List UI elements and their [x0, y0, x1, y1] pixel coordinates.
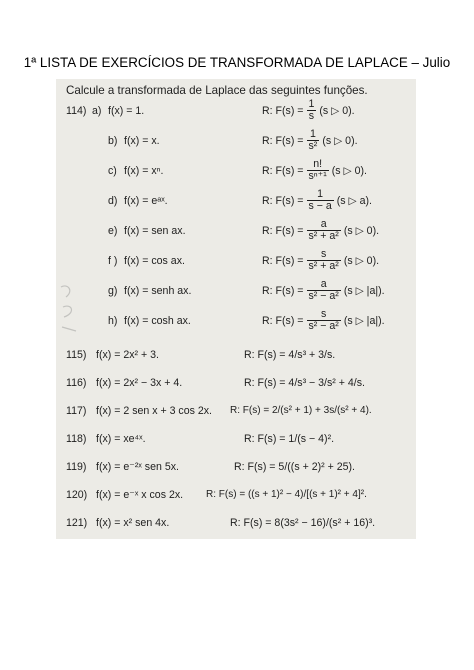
numerator: a [320, 278, 327, 290]
denominator: s² + a² [308, 230, 339, 243]
answer-lead: R: F(s) = [262, 254, 304, 267]
answer-lead: R: F(s) = [262, 314, 304, 327]
numerator: 1 [309, 128, 316, 140]
exercise-number: 118) [66, 433, 87, 445]
denominator: s [308, 110, 315, 123]
function-expression: f(x) = xⁿ. [124, 165, 164, 177]
answer [262, 99, 355, 122]
item-letter: g) [108, 285, 118, 297]
denominator: s − a [308, 200, 332, 213]
exercise-number: 114) [66, 105, 87, 117]
function-expression: f(x) = 2x² + 3. [96, 349, 159, 361]
answer [262, 189, 372, 212]
answer [262, 249, 379, 272]
item-letter: h) [108, 315, 118, 327]
denominator: s² − a² [308, 320, 339, 333]
answer [262, 129, 358, 152]
answer-lead: R: F(s) = [262, 224, 304, 237]
condition: (s ▷ 0). [343, 224, 380, 237]
condition: (s ▷ 0). [331, 164, 368, 177]
answer: R: F(s) = 4/s³ + 3/s. [244, 349, 336, 361]
function-expression: f(x) = cos ax. [124, 255, 185, 267]
answer-lead: R: F(s) = [262, 194, 304, 207]
item-letter: d) [108, 195, 118, 207]
condition: (s ▷ |a|). [343, 284, 385, 297]
answer-lead: R: F(s) = [262, 164, 304, 177]
numerator: s [321, 248, 327, 260]
numerator: 1 [308, 98, 315, 110]
answer: R: F(s) = 2/(s² + 1) + 3s/(s² + 4). [230, 405, 372, 416]
answer [262, 279, 385, 302]
function-expression: f(x) = cosh ax. [124, 315, 191, 327]
exercise-number: 115) [66, 349, 87, 361]
function-expression: f(x) = x² sen 4x. [96, 517, 170, 529]
answer: R: F(s) = ((s + 1)² − 4)/[(s + 1)² + 4]². [206, 489, 367, 500]
function-expression: f(x) = 2 sen x + 3 cos 2x. [96, 405, 212, 417]
answer [262, 309, 385, 332]
function-expression: f(x) = eᵃˣ. [124, 195, 168, 207]
numerator: n! [313, 158, 323, 170]
numerator: s [321, 308, 327, 320]
item-letter: c) [108, 165, 117, 177]
denominator: sⁿ⁺¹ [308, 170, 327, 183]
answer: R: F(s) = 8(3s² − 16)/(s² + 16)³. [230, 517, 376, 529]
answer [262, 159, 367, 182]
item-letter: f ) [108, 255, 118, 267]
numerator: 1 [317, 188, 324, 200]
function-expression: f(x) = 2x² − 3x + 4. [96, 377, 183, 389]
numerator: a [320, 218, 327, 230]
answer: R: F(s) = 1/(s − 4)². [244, 433, 335, 445]
denominator: s² + a² [308, 260, 339, 273]
function-expression: f(x) = x. [124, 135, 160, 147]
answer [262, 219, 379, 242]
condition: (s ▷ 0). [343, 254, 380, 267]
answer-lead: R: F(s) = [262, 134, 304, 147]
condition: (s ▷ a). [336, 194, 372, 207]
function-expression: f(x) = xe⁴ˣ. [96, 433, 146, 445]
condition: (s ▷ 0). [322, 134, 358, 147]
answer: R: F(s) = 4/s³ − 3/s² + 4/s. [244, 377, 365, 389]
page-title: 1ª LISTA DE EXERCÍCIOS DE TRANSFORMADA DE LAPLACE – Julio [23, 55, 451, 70]
exercise-number: 119) [66, 461, 87, 473]
handwritten-mark [58, 279, 80, 339]
answer-lead: R: F(s) = [262, 284, 304, 297]
denominator: s² − a² [308, 290, 339, 303]
exercise-number: 121) [66, 517, 88, 529]
condition: (s ▷ 0). [319, 104, 355, 117]
item-letter: e) [108, 225, 118, 237]
item-letter: b) [108, 135, 118, 147]
exercise-number: 120) [66, 489, 88, 501]
function-expression: f(x) = e⁻²ˣ sen 5x. [96, 461, 179, 473]
function-expression: f(x) = senh ax. [124, 285, 192, 297]
answer-lead: R: F(s) = [262, 104, 304, 117]
function-expression: f(x) = e⁻ˣ x cos 2x. [96, 489, 184, 501]
function-expression: f(x) = sen ax. [124, 225, 186, 237]
exercise-number: 116) [66, 377, 87, 389]
instructions-heading: Calcule a transformada de Laplace das seguintes funções. [66, 84, 368, 97]
item-letter: a) [92, 105, 102, 117]
exercise-number: 117) [66, 405, 87, 417]
function-expression: f(x) = 1. [108, 105, 145, 117]
exercise-photo [56, 79, 416, 539]
denominator: s² [308, 140, 318, 153]
condition: (s ▷ |a|). [343, 314, 385, 327]
answer: R: F(s) = 5/((s + 2)² + 25). [234, 461, 355, 473]
